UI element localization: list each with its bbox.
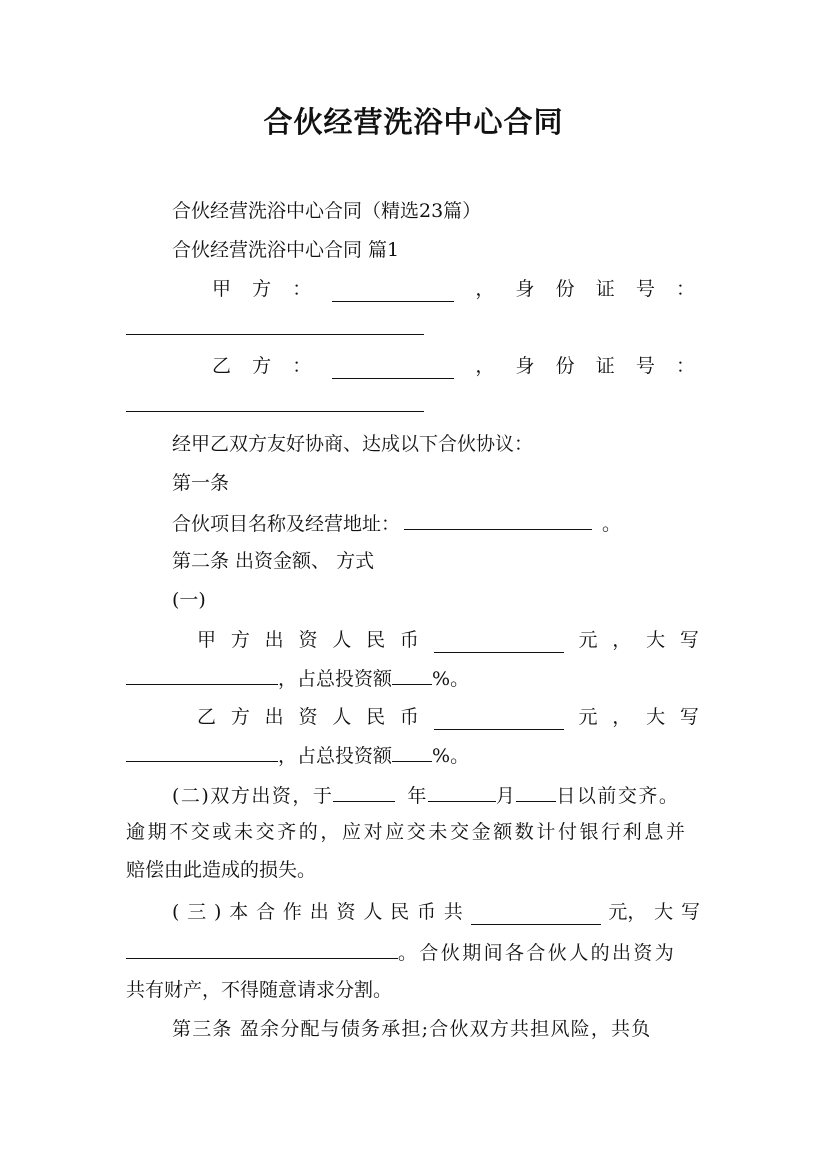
sub3-char: 合 xyxy=(256,901,276,923)
party-b-line xyxy=(212,353,695,379)
party-a-id-char: 号 xyxy=(635,278,655,300)
invest-char: 人 xyxy=(332,629,352,651)
invest-char: 币 xyxy=(399,706,419,728)
total-capital-words-blank[interactable] xyxy=(126,938,398,959)
invest-char: ， xyxy=(612,629,632,651)
party-b-amount-blank[interactable] xyxy=(434,709,564,730)
sub3-char: ( xyxy=(172,901,180,923)
party-b-percent-blank[interactable] xyxy=(392,741,432,762)
party-b-investment-line xyxy=(197,704,699,730)
chapter-heading: 合伙经营洗浴中心合同 篇1 xyxy=(172,239,400,261)
invest-char: 写 xyxy=(679,629,699,651)
sub3-char: 人 xyxy=(363,901,383,923)
party-a-share-line xyxy=(126,664,469,692)
article-2-sub3-line3: 共有财产，不得随意请求分割。 xyxy=(126,979,393,1001)
invest-char: 乙 xyxy=(197,706,217,728)
party-b-capital-words-blank[interactable] xyxy=(126,741,278,762)
party-b-name-blank[interactable] xyxy=(332,358,454,379)
article-2-sub2-line3: 赔偿由此造成的损失。 xyxy=(126,859,317,881)
month-blank[interactable] xyxy=(428,781,496,802)
party-a-id-char: 身 xyxy=(515,278,535,300)
invest-char: 币 xyxy=(399,629,419,651)
sub3-char: ) xyxy=(214,901,222,923)
invest-char: 方 xyxy=(230,706,250,728)
sub3-char: 民 xyxy=(390,901,410,923)
invest-char: 大 xyxy=(646,629,666,651)
sub3-char: 本 xyxy=(229,901,249,923)
sub2-text: 日以前交齐。 xyxy=(556,785,680,807)
invest-char: 出 xyxy=(264,706,284,728)
share-text: ，占总投资额 xyxy=(278,745,393,767)
invest-char: 民 xyxy=(366,629,386,651)
share-text: ，占总投资额 xyxy=(278,668,393,690)
party-a-id-char: 证 xyxy=(595,278,615,300)
sub3-char: 作 xyxy=(282,901,302,923)
party-a-comma: ， xyxy=(475,278,495,300)
invest-char: 元 xyxy=(578,629,598,651)
invest-char: 写 xyxy=(679,706,699,728)
intro-paragraph: 经甲乙双方友好协商、达成以下合伙协议： xyxy=(172,433,534,455)
invest-char: 资 xyxy=(298,706,318,728)
article-2-sub1: (一) xyxy=(172,589,206,611)
day-blank[interactable] xyxy=(516,781,556,802)
party-b-id-char: 份 xyxy=(555,355,575,377)
sub3-char: 资 xyxy=(336,901,356,923)
project-address-blank[interactable] xyxy=(404,509,592,530)
party-b-char: ： xyxy=(292,355,312,377)
article-1-line xyxy=(172,509,621,537)
share-text: %。 xyxy=(432,745,470,767)
party-b-id-blank[interactable] xyxy=(126,411,424,412)
article-3-line: 第三条 盈余分配与债务承担;合伙双方共担风险，共负 xyxy=(172,1018,652,1040)
invest-char: 元 xyxy=(578,706,598,728)
sub3-char: 共 xyxy=(443,901,463,923)
party-a-char: 甲 xyxy=(212,278,232,300)
document-subtitle: 合伙经营洗浴中心合同（精选23篇） xyxy=(172,200,482,222)
party-a-amount-blank[interactable] xyxy=(434,632,564,653)
article-2-heading: 第二条 出资金额、 方式 xyxy=(172,550,375,572)
party-a-char: ： xyxy=(292,278,312,300)
sub3-char: 元， xyxy=(608,901,647,923)
document-title: 合伙经营洗浴中心合同 xyxy=(263,105,564,139)
party-b-id-char: 号 xyxy=(635,355,655,377)
invest-char: 方 xyxy=(230,629,250,651)
sub2-text: (二)双方出资，于 xyxy=(172,785,334,807)
invest-char: 甲 xyxy=(197,629,217,651)
party-a-name-blank[interactable] xyxy=(332,281,454,302)
invest-char: 人 xyxy=(332,706,352,728)
total-amount-blank[interactable] xyxy=(471,904,601,925)
article-2-sub3-line2 xyxy=(126,938,676,966)
party-a-capital-words-blank[interactable] xyxy=(126,664,278,685)
party-b-comma: ， xyxy=(475,355,495,377)
article-2-sub3-line1 xyxy=(172,899,700,925)
share-text: %。 xyxy=(432,668,470,690)
invest-char: ， xyxy=(612,706,632,728)
party-b-id-char: 身 xyxy=(515,355,535,377)
party-b-char: 乙 xyxy=(212,355,232,377)
party-a-investment-line xyxy=(197,627,699,653)
invest-char: 大 xyxy=(646,706,666,728)
sub3-char: 大 xyxy=(654,901,674,923)
party-a-line xyxy=(212,276,695,302)
invest-char: 资 xyxy=(298,629,318,651)
article-1-text: 合伙项目名称及经营地址： xyxy=(172,513,401,535)
party-a-id-char: ： xyxy=(675,278,695,300)
party-a-percent-blank[interactable] xyxy=(392,664,432,685)
sub3-text: 。合伙期间各合伙人的出资为 xyxy=(398,942,677,964)
year-blank[interactable] xyxy=(333,781,395,802)
sub2-text: 年 xyxy=(407,785,428,807)
party-b-share-line xyxy=(126,741,469,769)
invest-char: 民 xyxy=(366,706,386,728)
sub2-text: 月 xyxy=(495,785,517,807)
sub3-char: 写 xyxy=(680,901,700,923)
party-b-id-char: 证 xyxy=(595,355,615,377)
party-a-char: 方 xyxy=(252,278,272,300)
sub3-char: 币 xyxy=(416,901,436,923)
article-1-end: 。 xyxy=(602,513,622,535)
article-2-sub2-line2: 逾期不交或未交齐的，应对应交未交金额数计付银行利息并 xyxy=(126,821,688,843)
invest-char: 出 xyxy=(264,629,284,651)
sub3-char: 三 xyxy=(187,901,207,923)
sub3-char: 出 xyxy=(309,901,329,923)
article-2-sub2-line1 xyxy=(172,781,679,809)
party-a-id-char: 份 xyxy=(555,278,575,300)
article-1-heading: 第一条 xyxy=(172,472,230,494)
party-a-id-blank[interactable] xyxy=(126,334,424,335)
party-b-id-char: ： xyxy=(675,355,695,377)
party-b-char: 方 xyxy=(252,355,272,377)
